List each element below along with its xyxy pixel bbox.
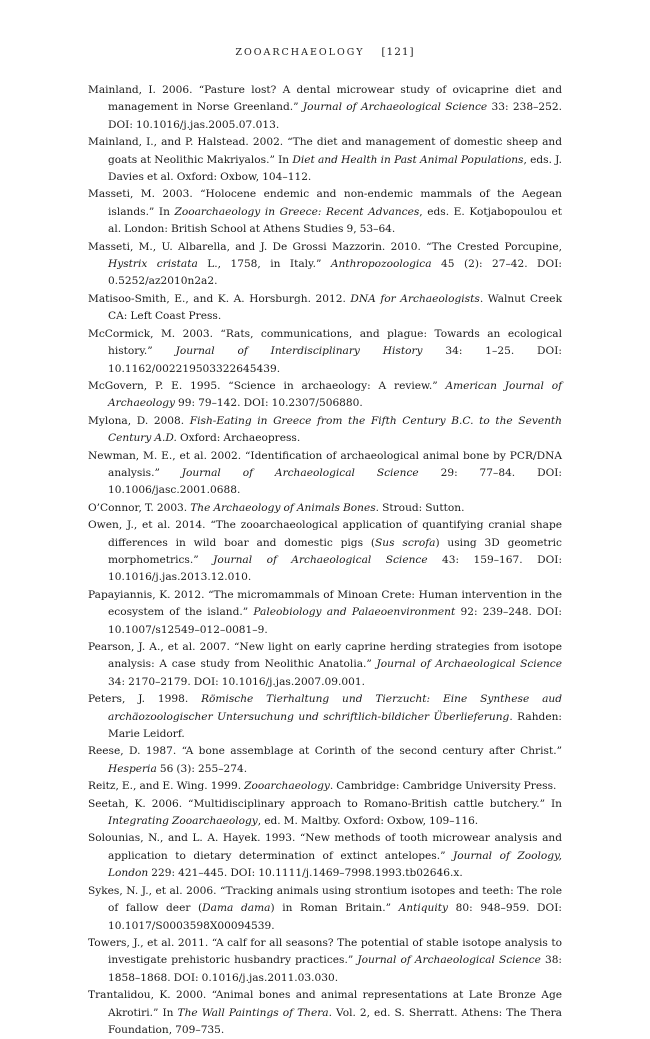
reference-text: Papayiannis, K. 2012. “The micromammals of Minoan Crete: Human intervention in the ecosystem of the island.”	[88, 588, 562, 619]
reference-text: . Walnut Creek CA: Left Coast Press.	[108, 292, 562, 323]
reference-text: Mainland, I., and P. Halstead. 2002. “The diet and management of domestic sheep and goats at Neolithic Makriyalos.” In	[88, 136, 562, 166]
reference-text: Matisoo-Smith, E., and K. A. Horsburgh. 2012.	[88, 292, 351, 305]
reference-italic-text: Hystrix cristata	[108, 258, 198, 271]
reference-text: ) in Roman Britain.”	[270, 902, 399, 915]
reference-text: Trantalidou, K. 2000. “Animal bones and animal representations at Late Bronze Age Akrotiri.” In	[88, 989, 562, 1019]
reference-italic-text: Journal of Archaeological Science	[376, 658, 562, 671]
reference-text: . Stroud: Sutton.	[375, 501, 465, 514]
reference-text: Oxford: Archaeopress.	[176, 432, 301, 445]
reference-text: 33: 238–252. DOI: 10.1016/j.jas.2005.07.013.	[108, 101, 563, 131]
reference-entry	[88, 186, 562, 238]
reference-text: Mainland, I. 2006. “Pasture lost? A dental microwear study of ovicaprine diet and management in Norse Greenland.”	[88, 84, 562, 114]
reference-italic-text: Journal of Archaeological Science	[213, 553, 428, 566]
reference-entry	[88, 517, 562, 587]
reference-text: Peters, J. 1998.	[88, 693, 202, 706]
reference-entry	[88, 743, 562, 778]
reference-entry	[88, 239, 562, 291]
reference-text: 43: 159–167. DOI: 10.1016/j.jas.2013.12.010.	[108, 553, 563, 584]
reference-text: 229: 421–445. DOI: 10.1111/j.1469–7998.1993.tb02646.x.	[148, 867, 463, 880]
reference-text: Owen, J., et al. 2014. “The zooarchaeological application of quantifying cranial shape differences in wild boar and domestic pigs (	[88, 519, 562, 549]
reference-entry	[88, 448, 562, 500]
reference-italic-text: Sus scrofa	[375, 536, 436, 549]
reference-text: 38: 1858–1868. DOI: 0.1016/j.jas.2011.03.030.	[108, 954, 563, 984]
reference-text: Seetah, K. 2006. “Multidisciplinary approach to Romano-British cattle butchery.” In	[88, 797, 562, 810]
reference-italic-text: Integrating Zooarchaeology	[108, 815, 258, 828]
reference-text: McCormick, M. 2003. “Rats, communications, and plague: Towards an ecological history.”	[88, 327, 562, 358]
reference-text: 92: 239–248. DOI: 10.1007/s12549–012–0081–9.	[108, 606, 562, 636]
reference-italic-text: Dama dama	[202, 902, 271, 915]
reference-entry	[88, 413, 562, 448]
reference-text: Masseti, M. 2003. “Holocene endemic and non-endemic mammals of the Aegean islands.” In	[88, 188, 562, 218]
reference-text: , ed. M. Maltby. Oxford: Oxbow, 109–116.	[257, 815, 479, 828]
reference-entry	[88, 500, 562, 517]
reference-entry	[88, 291, 562, 326]
reference-text: . Rahden: Marie Leidorf.	[108, 710, 562, 741]
reference-italic-text: Diet and Health in Past Animal Populations	[292, 153, 524, 166]
reference-italic-text: Journal of Archaeological Science	[357, 954, 541, 967]
reference-italic-text: Journal of Archaeological Science	[302, 101, 488, 114]
reference-italic-text: The Wall Paintings of Thera	[177, 1006, 329, 1019]
reference-italic-text: The Archaeology of Animals Bones	[190, 501, 376, 514]
reference-text: Masseti, M., U. Albarella, and J. De Grossi Mazzorin. 2010. “The Crested Porcupine,	[88, 240, 562, 253]
reference-text: 34: 1–25. DOI: 10.1162/002219503322645439.	[108, 345, 562, 375]
reference-entry	[88, 82, 562, 134]
reference-text: Reitz, E., and E. Wing. 1999.	[88, 780, 245, 793]
reference-text: L., 1758, in Italy.”	[197, 258, 331, 271]
reference-italic-text: Fish-Eating in Greece from the Fifth Century B.C. to the Seventh Century A.D.	[108, 414, 562, 445]
reference-italic-text: Journal of Archaeological Science	[181, 466, 419, 479]
reference-text: Solounias, N., and L. A. Hayek. 1993. “New methods of tooth microwear analysis and application to dietary determination of extinct antelopes.”	[88, 832, 562, 862]
reference-entry	[88, 987, 562, 1039]
reference-entry	[88, 883, 562, 935]
reference-text: Sykes, N. J., et al. 2006. “Tracking animals using strontium isotopes and teeth: The role of fallow deer (	[88, 884, 562, 915]
reference-text: . Cambridge: Cambridge University Press.	[329, 780, 557, 793]
reference-entry	[88, 691, 562, 743]
running-head	[0, 46, 650, 58]
reference-italic-text: Zooarchaeology	[244, 780, 330, 793]
reference-italic-text: Römische Tierhaltung und Tierzucht: Eine Synthese aud archäozoologischer Untersuchung und schriftlich-bildicher Überlieferung	[108, 693, 563, 723]
reference-text: 56 (3): 255–274.	[156, 762, 248, 775]
reference-text: Towers, J., et al. 2011. “A calf for all seasons? The potential of stable isotope analysis to investigate prehistoric husbandry practices.”	[88, 936, 562, 967]
running-title: ZOOARCHAEOLOGY	[235, 47, 365, 58]
reference-text: Reese, D. 1987. “A bone assemblage at Corinth of the second century after Christ.”	[88, 745, 562, 758]
reference-italic-text: Journal of Zoology, London	[108, 849, 562, 880]
reference-text: Mylona, D. 2008.	[88, 414, 190, 427]
reference-text: 34: 2170–2179. DOI: 10.1016/j.jas.2007.09.001.	[108, 675, 365, 688]
reference-entry	[88, 378, 562, 413]
reference-entry	[88, 639, 562, 691]
reference-entry	[88, 830, 562, 882]
reference-text: , eds. J. Davies et al. Oxford: Oxbow, 104–112.	[108, 153, 562, 184]
reference-text: 29: 77–84. DOI: 10.1006/jasc.2001.0688.	[108, 466, 563, 497]
reference-italic-text: Paleobiology and Palaeoenvironment	[253, 606, 456, 619]
reference-entry	[88, 796, 562, 831]
reference-entry	[88, 134, 562, 186]
reference-italic-text: Hesperia	[108, 762, 157, 775]
reference-text: 80: 948–959. DOI: 10.1017/S0003598X00094539.	[108, 902, 562, 932]
reference-italic-text: American Journal of Archaeology	[108, 379, 562, 410]
reference-text: 45 (2): 27–42. DOI: 0.5252/az2010n2a2.	[108, 258, 562, 288]
reference-entry	[88, 778, 562, 795]
reference-text: , eds. E. Kotjabopoulou et al. London: British School at Athens Studies 9, 53–64.	[108, 205, 563, 236]
reference-entry	[88, 935, 562, 987]
reference-italic-text: Antiquity	[398, 902, 449, 915]
reference-text: Pearson, J. A., et al. 2007. “New light on early caprine herding strategies from isotope analysis: A case study from Neolithic Anatolia.”	[88, 641, 562, 671]
reference-text: Newman, M. E., et al. 2002. “Identification of archaeological animal bone by PCR/DNA analysis.”	[88, 449, 562, 479]
reference-text: ) using 3D geometric morphometrics.”	[108, 536, 562, 566]
reference-italic-text: DNA for Archaeologists	[350, 292, 480, 305]
page-number: [121]	[381, 46, 415, 58]
reference-list	[88, 82, 562, 1039]
reference-italic-text: Zooarchaeology in Greece: Recent Advances	[174, 205, 420, 218]
reference-italic-text: Journal of Interdisciplinary History	[175, 345, 423, 358]
reference-text: McGovern, P. E. 1995. “Science in archaeology: A review.”	[88, 379, 446, 392]
reference-text: . Vol. 2, ed. S. Sherratt. Athens: The Thera Foundation, 709–735.	[108, 1006, 562, 1036]
reference-text: 99: 79–142. DOI: 10.2307/506880.	[174, 397, 363, 410]
reference-entry	[88, 587, 562, 639]
reference-entry	[88, 326, 562, 378]
reference-italic-text: Anthropozoologica	[330, 258, 432, 271]
reference-text: O’Connor, T. 2003.	[88, 501, 191, 514]
